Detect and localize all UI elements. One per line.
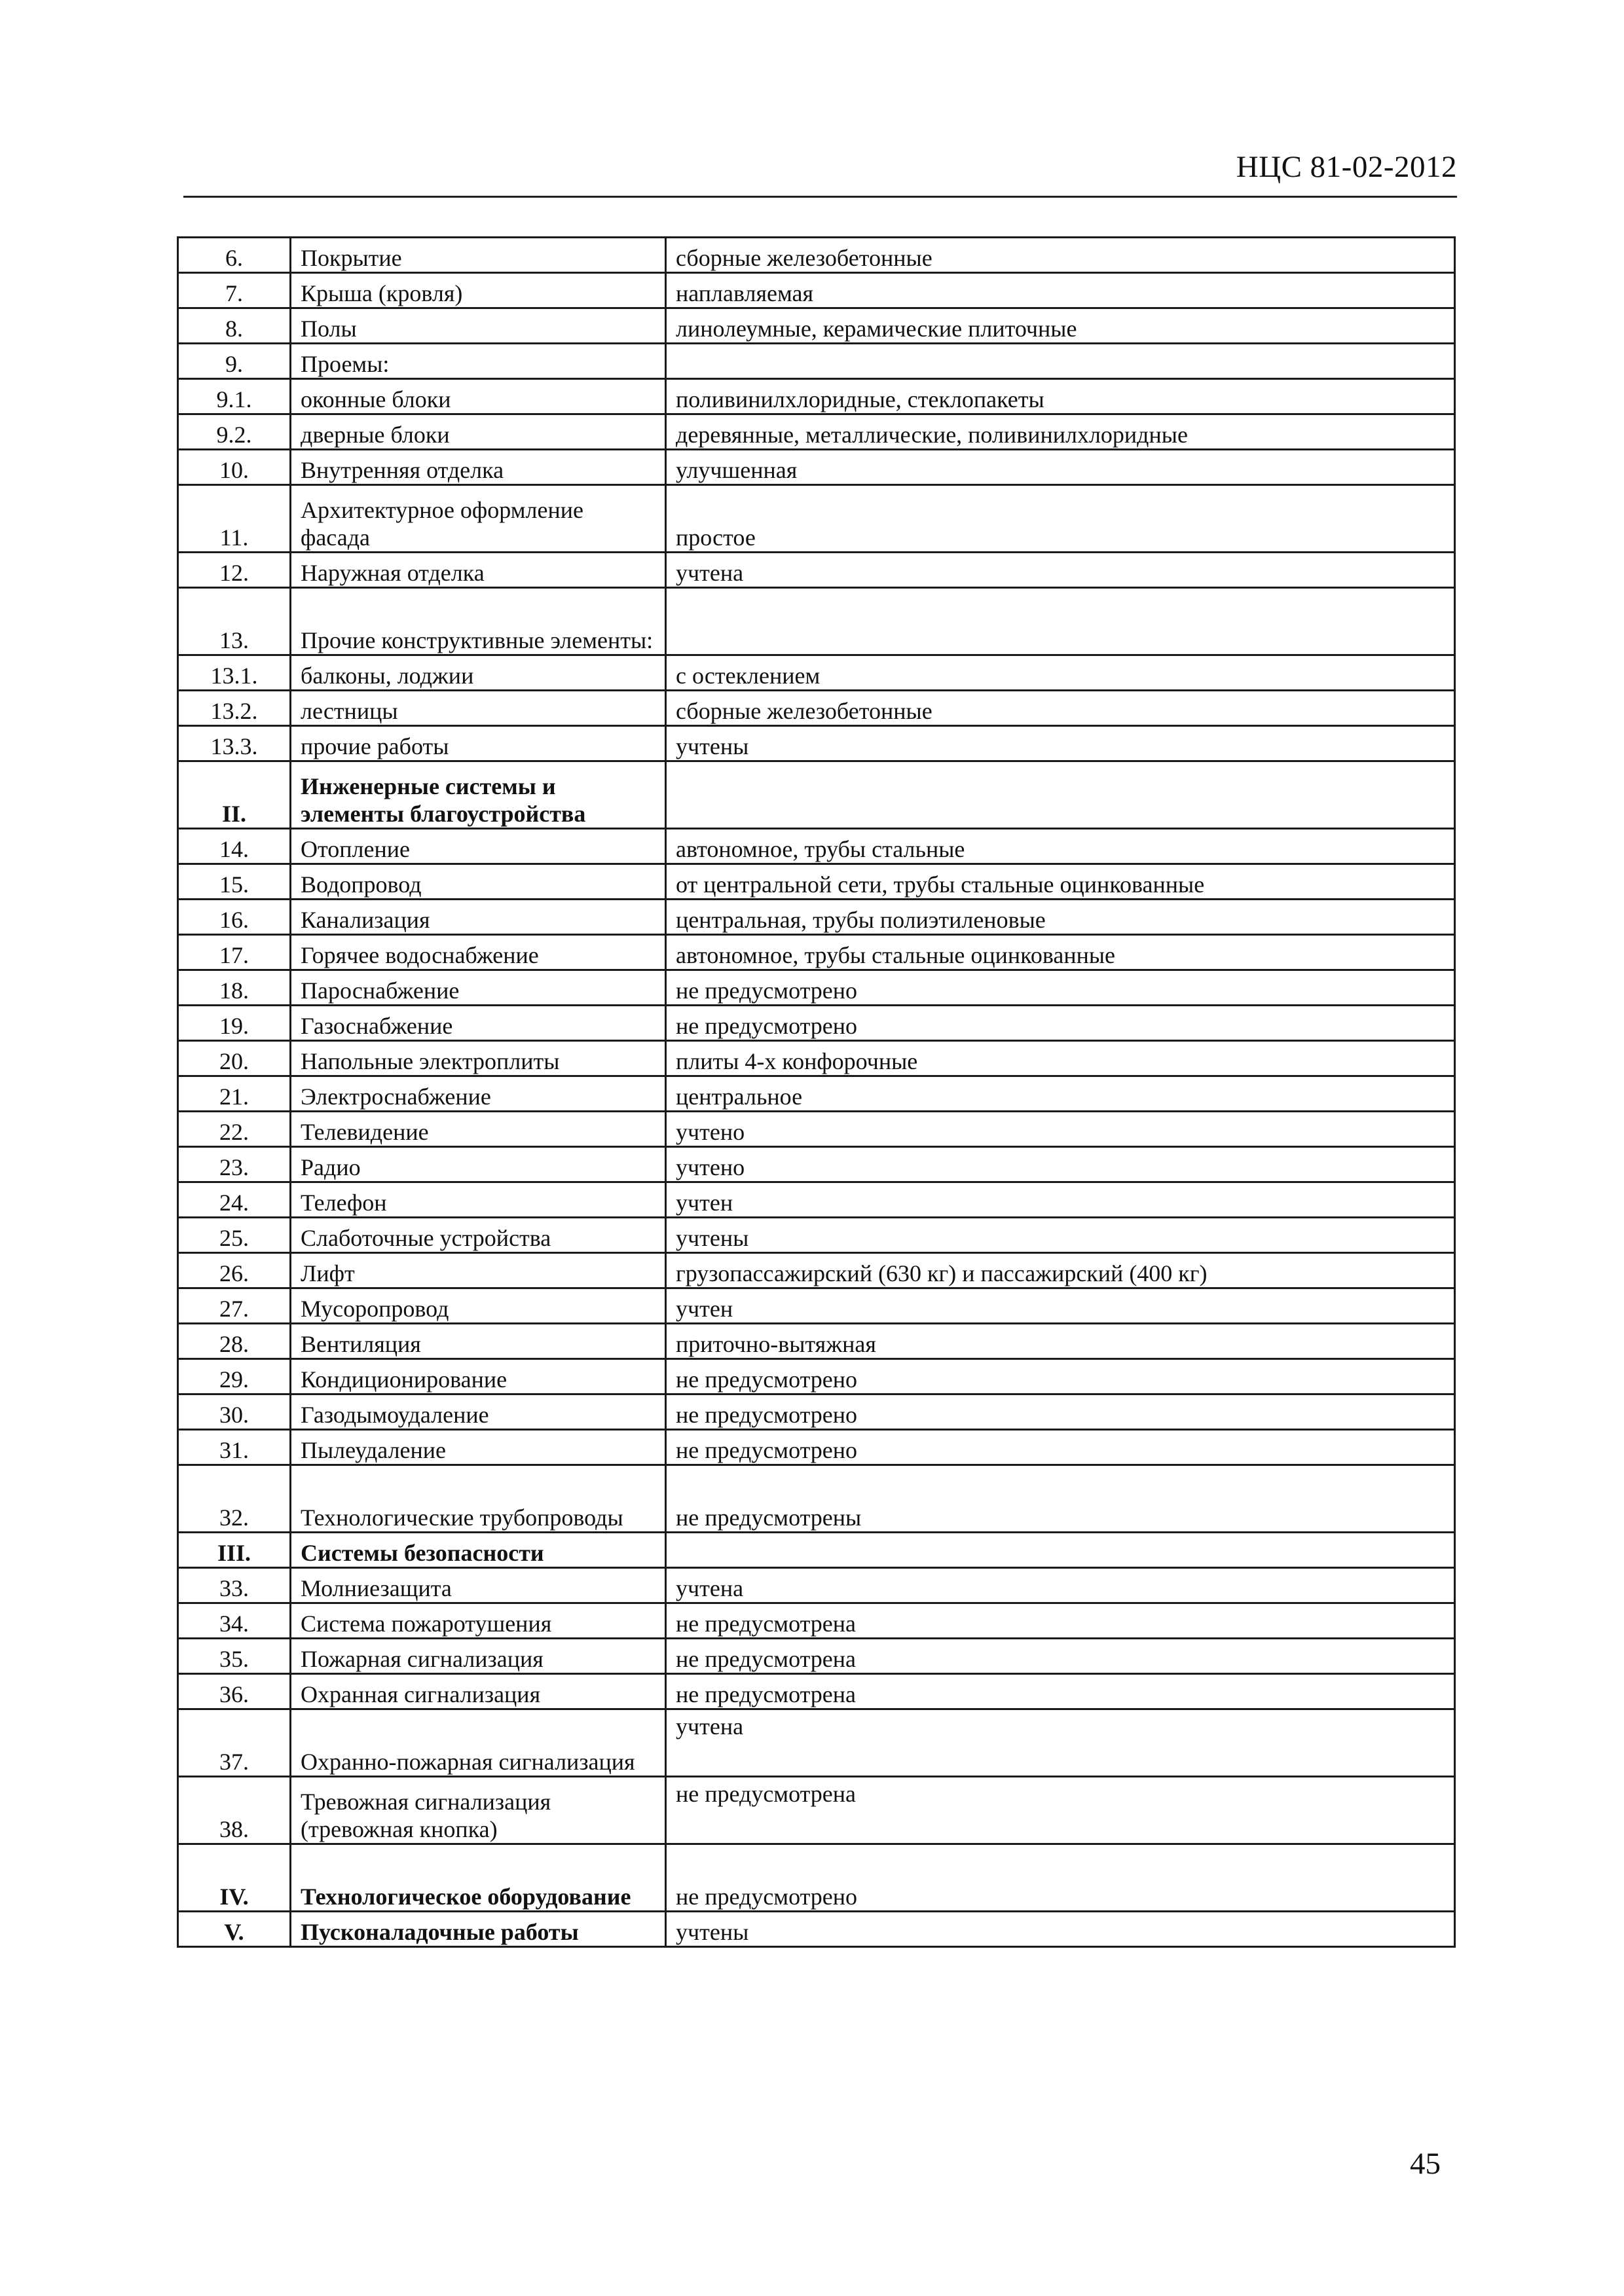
table-row: [178, 1253, 1455, 1288]
element-name: Водопровод: [291, 864, 666, 900]
element-value: сборные железобетонные: [666, 691, 1455, 726]
table-row: [178, 1147, 1455, 1182]
header-rule: [183, 196, 1457, 198]
element-value: не предусмотрено: [666, 1359, 1455, 1394]
element-value: с остеклением: [666, 655, 1455, 691]
row-number: 32.: [178, 1465, 291, 1533]
row-number: 19.: [178, 1006, 291, 1041]
row-number: 37.: [178, 1709, 291, 1777]
element-name: Газоснабжение: [291, 1006, 666, 1041]
table-row: [178, 1076, 1455, 1112]
row-number: 24.: [178, 1182, 291, 1218]
section-title: Технологическое оборудование: [291, 1844, 666, 1912]
row-number: 17.: [178, 935, 291, 970]
element-name: Отопление: [291, 829, 666, 864]
element-name: Горячее водоснабжение: [291, 935, 666, 970]
element-value: [666, 761, 1455, 829]
row-number: 26.: [178, 1253, 291, 1288]
element-name: Телевидение: [291, 1112, 666, 1147]
row-number: 13.: [178, 588, 291, 655]
element-name: прочие работы: [291, 726, 666, 761]
element-name: Внутренняя отделка: [291, 450, 666, 485]
table-row: [178, 344, 1455, 379]
element-name: Крыша (кровля): [291, 273, 666, 308]
row-number: 31.: [178, 1430, 291, 1465]
row-number: 20.: [178, 1041, 291, 1076]
element-name: Электроснабжение: [291, 1076, 666, 1112]
element-name: Газодымоудаление: [291, 1394, 666, 1430]
table-row: [178, 1288, 1455, 1324]
element-value: автономное, трубы стальные: [666, 829, 1455, 864]
row-number: 27.: [178, 1288, 291, 1324]
element-value: не предусмотрена: [666, 1603, 1455, 1639]
row-number: 13.1.: [178, 655, 291, 691]
row-number: 21.: [178, 1076, 291, 1112]
section-row: [178, 1533, 1455, 1568]
section-number: II.: [178, 761, 291, 829]
element-value: не предусмотрены: [666, 1465, 1455, 1533]
table-row: [178, 726, 1455, 761]
element-name: балконы, лоджии: [291, 655, 666, 691]
table-row: [178, 485, 1455, 553]
element-value: не предусмотрена: [666, 1674, 1455, 1709]
page-number: 45: [1410, 2147, 1441, 2181]
table-row: [178, 308, 1455, 344]
element-name: Телефон: [291, 1182, 666, 1218]
element-name: Архитектурное оформление фасада: [291, 485, 666, 553]
element-value: учтена: [666, 1709, 1455, 1777]
element-value: учтена: [666, 553, 1455, 588]
element-value: [666, 344, 1455, 379]
row-number: 22.: [178, 1112, 291, 1147]
row-number: 36.: [178, 1674, 291, 1709]
element-name: Технологические трубопроводы: [291, 1465, 666, 1533]
section-title: Инженерные системы и элементы благоустройства: [291, 761, 666, 829]
row-number: 38.: [178, 1777, 291, 1844]
element-name: Покрытие: [291, 238, 666, 273]
row-number: 6.: [178, 238, 291, 273]
element-name: Тревожная сигнализация (тревожная кнопка): [291, 1777, 666, 1844]
element-name: Охранная сигнализация: [291, 1674, 666, 1709]
element-value: [666, 588, 1455, 655]
table-row: [178, 1006, 1455, 1041]
row-number: 10.: [178, 450, 291, 485]
element-value: не предусмотрено: [666, 970, 1455, 1006]
table-row: [178, 588, 1455, 655]
element-name: дверные блоки: [291, 414, 666, 450]
element-value: простое: [666, 485, 1455, 553]
table-row: [178, 1568, 1455, 1603]
element-value: центральное: [666, 1076, 1455, 1112]
table-row: [178, 450, 1455, 485]
element-name: Лифт: [291, 1253, 666, 1288]
table-row: [178, 1674, 1455, 1709]
table-row: [178, 1218, 1455, 1253]
row-number: 23.: [178, 1147, 291, 1182]
row-number: 25.: [178, 1218, 291, 1253]
section-row: [178, 1844, 1455, 1912]
table-row: [178, 1359, 1455, 1394]
element-value: учтена: [666, 1568, 1455, 1603]
element-value: плиты 4-х конфорочные: [666, 1041, 1455, 1076]
row-number: 13.3.: [178, 726, 291, 761]
element-value: учтены: [666, 1912, 1455, 1947]
table-row: [178, 1777, 1455, 1844]
element-name: Наружная отделка: [291, 553, 666, 588]
section-row: [178, 1912, 1455, 1947]
row-number: 12.: [178, 553, 291, 588]
element-value: учтен: [666, 1182, 1455, 1218]
table-row: [178, 1041, 1455, 1076]
element-value: [666, 1533, 1455, 1568]
row-number: 34.: [178, 1603, 291, 1639]
section-number: V.: [178, 1912, 291, 1947]
element-name: Радио: [291, 1147, 666, 1182]
element-name: Мусоропровод: [291, 1288, 666, 1324]
element-value: не предусмотрено: [666, 1006, 1455, 1041]
section-title: Пусконаладочные работы: [291, 1912, 666, 1947]
element-value: учтено: [666, 1147, 1455, 1182]
table-row: [178, 1182, 1455, 1218]
element-value: не предусмотрено: [666, 1394, 1455, 1430]
table-row: [178, 1603, 1455, 1639]
section-title: Системы безопасности: [291, 1533, 666, 1568]
row-number: 30.: [178, 1394, 291, 1430]
table-row: [178, 1430, 1455, 1465]
row-number: 28.: [178, 1324, 291, 1359]
table-row: [178, 864, 1455, 900]
table-row: [178, 553, 1455, 588]
document-code-header: НЦС 81-02-2012: [1236, 150, 1457, 184]
row-number: 15.: [178, 864, 291, 900]
element-name: Проемы:: [291, 344, 666, 379]
row-number: 35.: [178, 1639, 291, 1674]
element-value: поливинилхлоридные, стеклопакеты: [666, 379, 1455, 414]
table-row: [178, 273, 1455, 308]
row-number: 9.: [178, 344, 291, 379]
element-value: учтен: [666, 1288, 1455, 1324]
table-row: [178, 379, 1455, 414]
element-name: Полы: [291, 308, 666, 344]
section-number: IV.: [178, 1844, 291, 1912]
element-value: наплавляемая: [666, 273, 1455, 308]
row-number: 13.2.: [178, 691, 291, 726]
element-name: Пылеудаление: [291, 1430, 666, 1465]
element-value: не предусмотрено: [666, 1430, 1455, 1465]
element-name: Кондиционирование: [291, 1359, 666, 1394]
element-value: учтены: [666, 726, 1455, 761]
element-name: лестницы: [291, 691, 666, 726]
element-name: Пароснабжение: [291, 970, 666, 1006]
element-name: Прочие конструктивные элементы:: [291, 588, 666, 655]
element-value: улучшенная: [666, 450, 1455, 485]
element-name: оконные блоки: [291, 379, 666, 414]
element-name: Напольные электроплиты: [291, 1041, 666, 1076]
table-row: [178, 655, 1455, 691]
element-name: Канализация: [291, 900, 666, 935]
table-row: [178, 1394, 1455, 1430]
table-row: [178, 691, 1455, 726]
row-number: 16.: [178, 900, 291, 935]
specification-table: [177, 236, 1456, 1948]
table-row: [178, 1465, 1455, 1533]
element-value: приточно-вытяжная: [666, 1324, 1455, 1359]
row-number: 9.2.: [178, 414, 291, 450]
row-number: 14.: [178, 829, 291, 864]
table-row: [178, 900, 1455, 935]
element-value: не предусмотрена: [666, 1777, 1455, 1844]
element-value: грузопассажирский (630 кг) и пассажирский (400 кг): [666, 1253, 1455, 1288]
element-name: Пожарная сигнализация: [291, 1639, 666, 1674]
element-name: Охранно-пожарная сигнализация: [291, 1709, 666, 1777]
row-number: 33.: [178, 1568, 291, 1603]
element-name: Система пожаротушения: [291, 1603, 666, 1639]
element-value: автономное, трубы стальные оцинкованные: [666, 935, 1455, 970]
element-value: линолеумные, керамические плиточные: [666, 308, 1455, 344]
table-row: [178, 829, 1455, 864]
element-value: учтены: [666, 1218, 1455, 1253]
table-row: [178, 414, 1455, 450]
section-row: [178, 761, 1455, 829]
table-row: [178, 1324, 1455, 1359]
row-number: 18.: [178, 970, 291, 1006]
table-row: [178, 970, 1455, 1006]
row-number: 9.1.: [178, 379, 291, 414]
table-row: [178, 1112, 1455, 1147]
row-number: 29.: [178, 1359, 291, 1394]
table-row: [178, 935, 1455, 970]
element-value: учтено: [666, 1112, 1455, 1147]
table-row: [178, 1639, 1455, 1674]
element-name: Молниезащита: [291, 1568, 666, 1603]
section-number: III.: [178, 1533, 291, 1568]
element-value: сборные железобетонные: [666, 238, 1455, 273]
table-row: [178, 238, 1455, 273]
element-value: деревянные, металлические, поливинилхлоридные: [666, 414, 1455, 450]
row-number: 8.: [178, 308, 291, 344]
element-name: Вентиляция: [291, 1324, 666, 1359]
element-name: Слаботочные устройства: [291, 1218, 666, 1253]
row-number: 7.: [178, 273, 291, 308]
table-row: [178, 1709, 1455, 1777]
element-value: от центральной сети, трубы стальные оцинкованные: [666, 864, 1455, 900]
element-value: не предусмотрена: [666, 1639, 1455, 1674]
row-number: 11.: [178, 485, 291, 553]
element-value: не предусмотрено: [666, 1844, 1455, 1912]
element-value: центральная, трубы полиэтиленовые: [666, 900, 1455, 935]
